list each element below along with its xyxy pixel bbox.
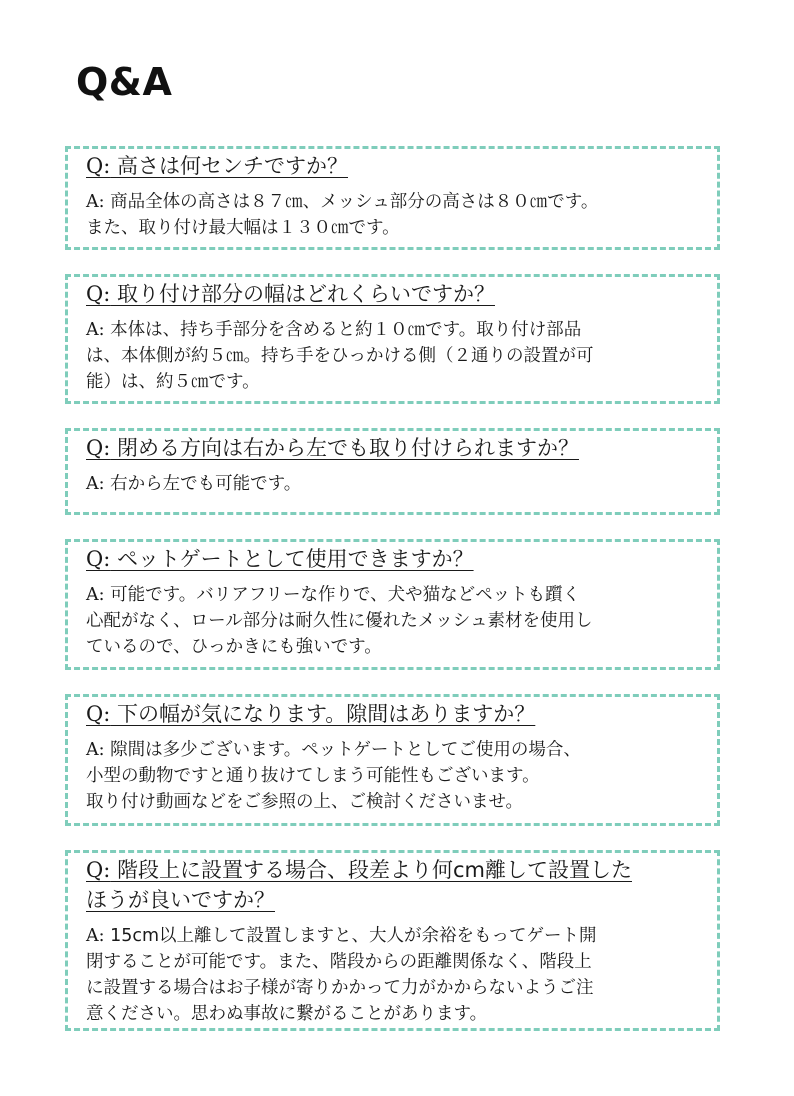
- answer-line: [86, 471, 705, 497]
- qa-card: [65, 428, 720, 515]
- answer-line: ているので、ひっかきにも強いです。: [86, 637, 382, 657]
- question-text: 階段上に設置する場合、段差より何cm離して設置した: [116, 858, 632, 882]
- answer-line: 小型の動物ですと通り抜けてしまう可能性もございます。: [86, 766, 540, 786]
- answer-prefix: A:: [86, 192, 105, 212]
- answer-line: [86, 737, 705, 763]
- question: [86, 433, 705, 463]
- question: [86, 699, 705, 729]
- qa-card: [65, 539, 720, 670]
- answer-prefix: A:: [86, 474, 105, 494]
- question-text: 閉める方向は右から左でも取り付けられますか？: [116, 436, 579, 460]
- question-prefix: Q:: [86, 547, 111, 571]
- answer-line: 意ください。思わぬ事故に繋がることがあります。: [86, 1004, 488, 1024]
- answer-prefix: A:: [86, 740, 105, 760]
- question-text: ほうが良いですか？: [86, 888, 275, 912]
- answer: [86, 189, 705, 241]
- qa-card: [65, 694, 720, 826]
- answer: [86, 582, 705, 660]
- qa-card: [65, 146, 720, 250]
- answer-line: また、取り付け最大幅は１３０㎝です。: [86, 218, 400, 238]
- answer-line: は、本体側が約５㎝。持ち手をひっかける側（２通りの設置が可: [86, 346, 594, 366]
- qa-card: [65, 274, 720, 404]
- answer: [86, 737, 705, 815]
- answer-text: 隙間は多少ございます。ペットゲートとしてご使用の場合、: [110, 740, 581, 760]
- answer-line: [86, 317, 705, 343]
- question-prefix: Q:: [86, 436, 111, 460]
- page-title: Q&A: [76, 60, 173, 104]
- answer: [86, 317, 705, 395]
- answer-text: 本体は、持ち手部分を含めると約１０㎝です。取り付け部品: [110, 320, 582, 340]
- qa-card: [65, 850, 720, 1031]
- answer-line: 閉することが可能です。また、階段からの距離関係なく、階段上: [86, 952, 592, 972]
- answer-line: 取り付け動画などをご参照の上、ご検討くださいませ。: [86, 792, 523, 812]
- question-text: 高さは何センチですか？: [116, 154, 348, 178]
- question-text: 下の幅が気になります。隙間はありますか？: [116, 702, 536, 726]
- question-prefix: Q:: [86, 858, 111, 882]
- answer-text: 可能です。バリアフリーな作りで、犬や猫などペットも躓く: [110, 585, 581, 605]
- answer: [86, 923, 705, 1027]
- question: [86, 544, 705, 574]
- answer-prefix: A:: [86, 320, 105, 340]
- answer-text: 右から左でも可能です。: [110, 474, 302, 494]
- answer-prefix: A:: [86, 926, 105, 946]
- question-text: 取り付け部分の幅はどれくらいですか？: [116, 282, 495, 306]
- answer-text: 商品全体の高さは８７㎝、メッシュ部分の高さは８０㎝です。: [110, 192, 599, 212]
- answer-line: 心配がなく、ロール部分は耐久性に優れたメッシュ素材を使用し: [86, 611, 593, 631]
- question-prefix: Q:: [86, 702, 111, 726]
- question-prefix: Q:: [86, 154, 111, 178]
- answer-text: 15cm以上離して設置しますと、大人が余裕をもってゲート開: [110, 926, 597, 946]
- answer-line: [86, 582, 705, 608]
- question: [86, 151, 705, 181]
- answer-prefix: A:: [86, 585, 105, 605]
- answer: [86, 471, 705, 497]
- qa-list: [65, 146, 720, 1055]
- answer-line: に設置する場合はお子様が寄りかかって力がかからないようご注: [86, 978, 594, 998]
- question-prefix: Q:: [86, 282, 111, 306]
- question-text: ペットゲートとして使用できますか？: [116, 547, 474, 571]
- answer-line: [86, 189, 705, 215]
- answer-line: 能）は、約５㎝です。: [86, 372, 260, 392]
- question: [86, 279, 705, 309]
- question: [86, 855, 705, 915]
- answer-line: [86, 923, 705, 949]
